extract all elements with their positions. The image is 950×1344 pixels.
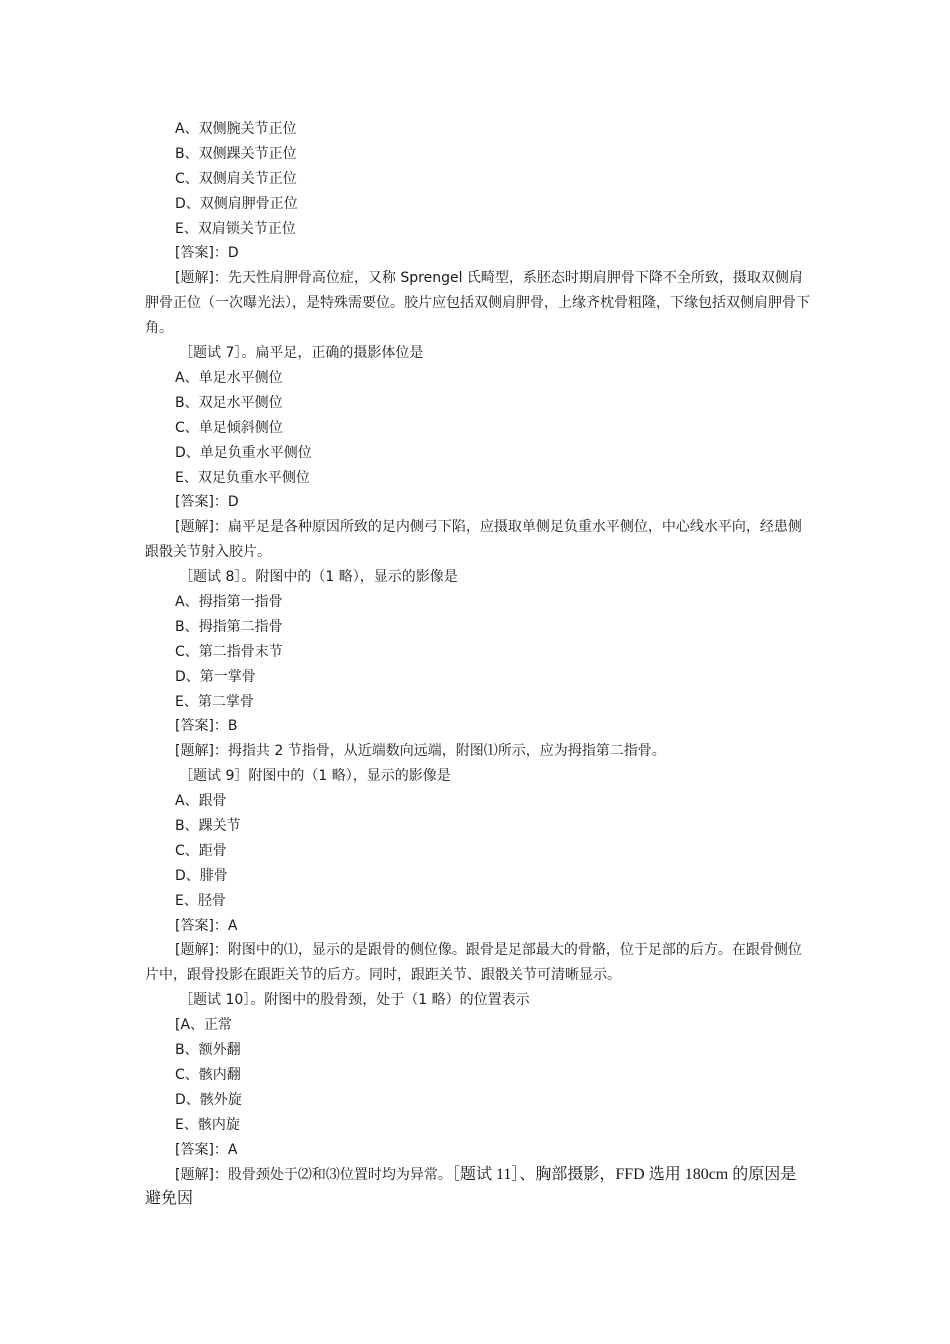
q7-option-b: B、双足水平侧位 [175, 394, 283, 411]
q8-answer: [答案]：B [175, 718, 238, 735]
q8-option-b: B、拇指第二指骨 [175, 618, 283, 635]
q6-option-d: D、双侧肩胛骨正位 [175, 195, 298, 212]
q9-option-a: A、跟骨 [175, 793, 227, 810]
q9-answer: [答案]：A [175, 917, 238, 934]
q7-option-e: E、双足负重水平侧位 [175, 469, 310, 486]
q10-option-c: C、骸内翻 [175, 1066, 241, 1083]
q6-option-a: A、双侧腕关节正位 [175, 121, 297, 137]
q8-question: ［题试 8］。附图中的（1 略），显示的影像是 [179, 569, 458, 586]
q10-option-b: B、额外翻 [175, 1042, 241, 1059]
q9-option-e: E、胫骨 [175, 892, 226, 909]
q7-option-c: C、单足倾斜侧位 [175, 419, 283, 436]
q6-option-c: C、双侧肩关节正位 [175, 170, 297, 187]
q7-option-d: D、单足负重水平侧位 [175, 444, 312, 461]
q10-option-a: [A、正常 [175, 1017, 233, 1034]
q10-explanation-text: [题解]：股骨颈处于⑵和⑶位置时均为异常。 [175, 1166, 452, 1183]
q6-explanation: [题解]：先天性肩胛骨高位症，又称 Sprengel 氏畸型，系胚态时期肩胛骨下降不全所致，摄取双侧肩胛骨正位（一次曝光法），是特殊需要位。胶片应包括双侧肩胛骨，上缘齐枕骨粗隆，下缘包括双侧肩胛骨下角。 [145, 270, 810, 337]
q9-option-c: C、距骨 [175, 842, 227, 859]
q10-explanation [145, 1163, 810, 1213]
q10-answer: [答案]：A [175, 1141, 238, 1158]
q8-explanation: [题解]：拇指共 2 节指骨，从近端数向远端，附图⑴所示，应为拇指第二指骨。 [175, 743, 666, 760]
q9-option-b: B、踝关节 [175, 818, 241, 835]
q8-option-e: E、第二掌骨 [175, 693, 254, 710]
q6-option-e: E、双肩锁关节正位 [175, 220, 296, 237]
document-content [145, 117, 810, 1212]
q10-option-d: D、骸外旋 [175, 1091, 242, 1108]
q7-option-a: A、单足水平侧位 [175, 369, 283, 386]
q9-explanation: [题解]：附图中的⑴，显示的是跟骨的侧位像。跟骨是足部最大的骨骼，位于足部的后方。在跟骨侧位片中，跟骨投影在跟距关节的后方。同时，跟距关节、跟骰关节可清晰显示。 [145, 942, 802, 984]
q8-option-d: D、第一掌骨 [175, 668, 256, 685]
q9-option-d: D、腓骨 [175, 867, 228, 884]
q6-option-b: B、双侧踝关节正位 [175, 145, 297, 162]
q10-option-e: E、骸内旋 [175, 1116, 240, 1133]
q10-question: ［题试 10］。附图中的股骨颈，处于（1 略）的位置表示 [179, 992, 530, 1009]
q7-answer: [答案]：D [175, 494, 239, 511]
q9-question: ［题试 9］附图中的（1 略），显示的影像是 [179, 768, 451, 785]
q8-option-a: A、拇指第一指骨 [175, 594, 283, 610]
q7-explanation: [题解]：扁平足是各种原因所致的足内侧弓下陷，应摄取单侧足负重水平侧位，中心线水平向，经患侧跟骰关节射入胶片。 [145, 519, 802, 561]
q8-option-c: C、第二指骨末节 [175, 643, 283, 660]
q11-question-start: ［题试 11］、胸部摄影，FFD 选用 180cm 的原因是避免因 [145, 1165, 797, 1208]
q6-answer: [答案]：D [175, 245, 239, 262]
q7-question: ［题试 7］。扁平足，正确的摄影体位是 [179, 345, 424, 362]
